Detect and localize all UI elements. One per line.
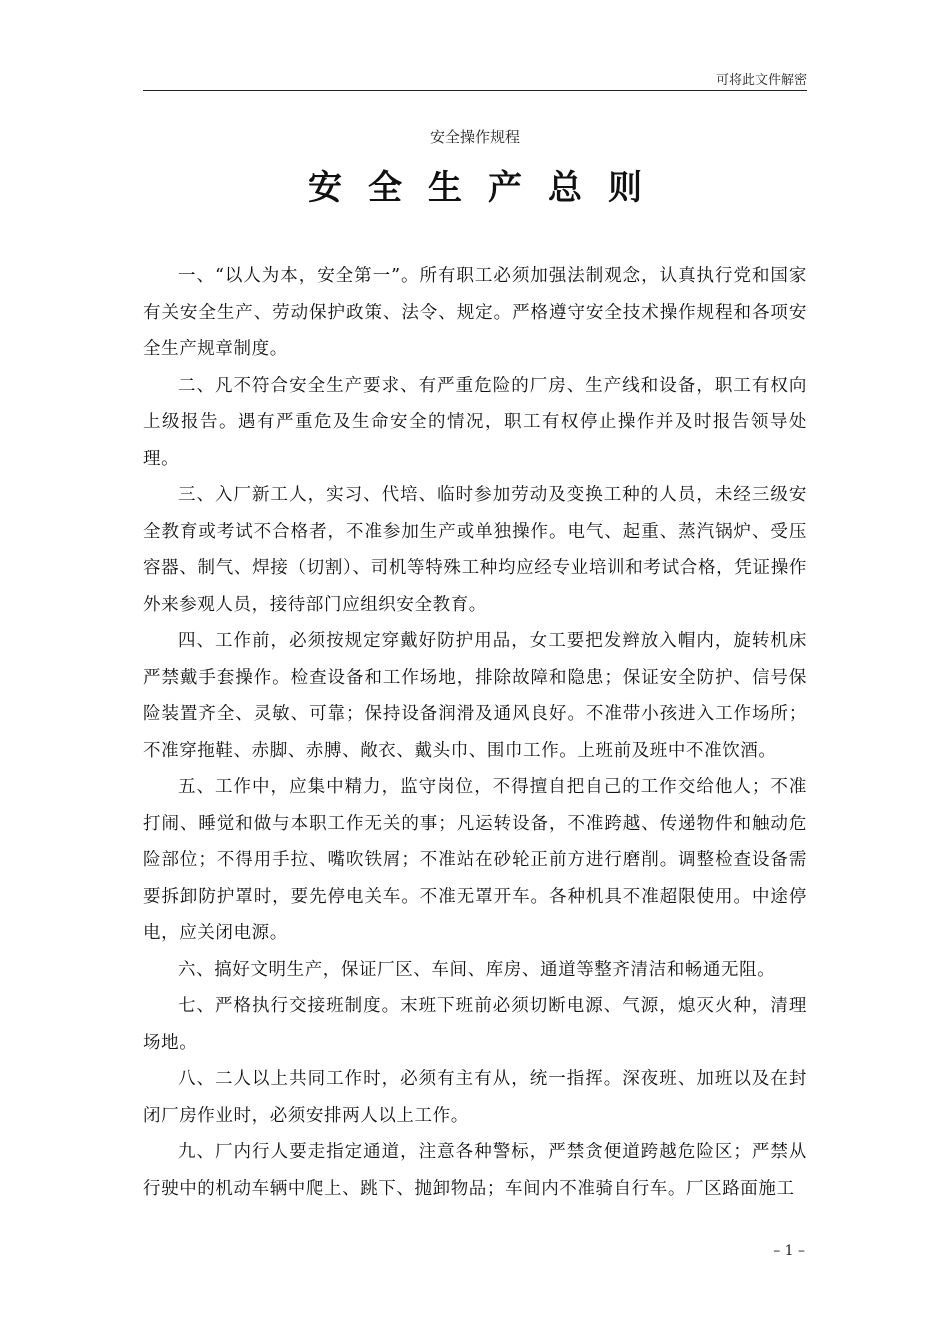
paragraph-5: 五、工作中，应集中精力，监守岗位，不得擅自把自己的工作交给他人；不准打闹、睡觉和做与本职工作无关的事；凡运转设备，不准跨越、传递物件和触动危险部位；不得用手拉、嘴吹铁屑；不准站在砂轮正前方进行磨削。调整检查设备需要拆卸防护罩时，要先停电关车。不准无罩开车。各种机具不准超限使用。中途停电，应关闭电源。 <box>143 777 807 943</box>
page-header <box>143 62 807 91</box>
header-note: 可将此文件解密 <box>715 73 807 88</box>
document-title: 安全生产总则 <box>308 168 668 208</box>
paragraph-2: 二、凡不符合安全生产要求、有严重危险的厂房、生产线和设备，职工有权向上级报告。遇有严重危及生命安全的情况，职工有权停止操作并及时报告领导处理。 <box>143 375 807 469</box>
paragraph-1: 一、“以人为本，安全第一”。所有职工必须加强法制观念，认真执行党和国家有关安全生产、劳动保护政策、法令、规定。严格遵守安全技术操作规程和各项安全生产规章制度。 <box>143 266 807 359</box>
page-number: – 1 – <box>773 1243 805 1259</box>
paragraph-3: 三、入厂新工人，实习、代培、临时参加劳动及变换工种的人员，未经三级安全教育或考试不合格者，不准参加生产或单独操作。电气、起重、蒸汽锅炉、受压容器、制气、焊接（切割）、司机等特殊工种均应经专业培训和考试合格，凭证操作外来参观人员，接待部门应组织安全教育。 <box>143 485 807 615</box>
paragraph-7: 七、严格执行交接班制度。末班下班前必须切断电源、气源，熄灭火种，清理场地。 <box>143 996 807 1053</box>
document-body <box>143 258 807 1207</box>
paragraph-9: 九、厂内行人要走指定通道，注意各种警标，严禁贪便道跨越危险区；严禁从行驶中的机动车辆中爬上、跳下、抛卸物品；车间内不准骑自行车。厂区路面施工 <box>143 1142 807 1199</box>
paragraph-4: 四、工作前，必须按规定穿戴好防护用品，女工要把发辫放入帽内，旋转机床严禁戴手套操作。检查设备和工作场地，排除故障和隐患；保证安全防护、信号保险装置齐全、灵敏、可靠；保持设备润滑及通风良好。不准带小孩进入工作场所；不准穿拖鞋、赤脚、赤膊、敞衣、戴头巾、围巾工作。上班前及班中不准饮酒。 <box>143 631 807 761</box>
paragraph-8: 八、二人以上共同工作时，必须有主有从，统一指挥。深夜班、加班以及在封闭厂房作业时，必须安排两人以上工作。 <box>143 1069 807 1126</box>
paragraph-6: 六、搞好文明生产，保证厂区、车间、库房、通道等整齐清洁和畅通无阻。 <box>178 959 776 980</box>
document-subtitle: 安全操作规程 <box>429 128 520 146</box>
